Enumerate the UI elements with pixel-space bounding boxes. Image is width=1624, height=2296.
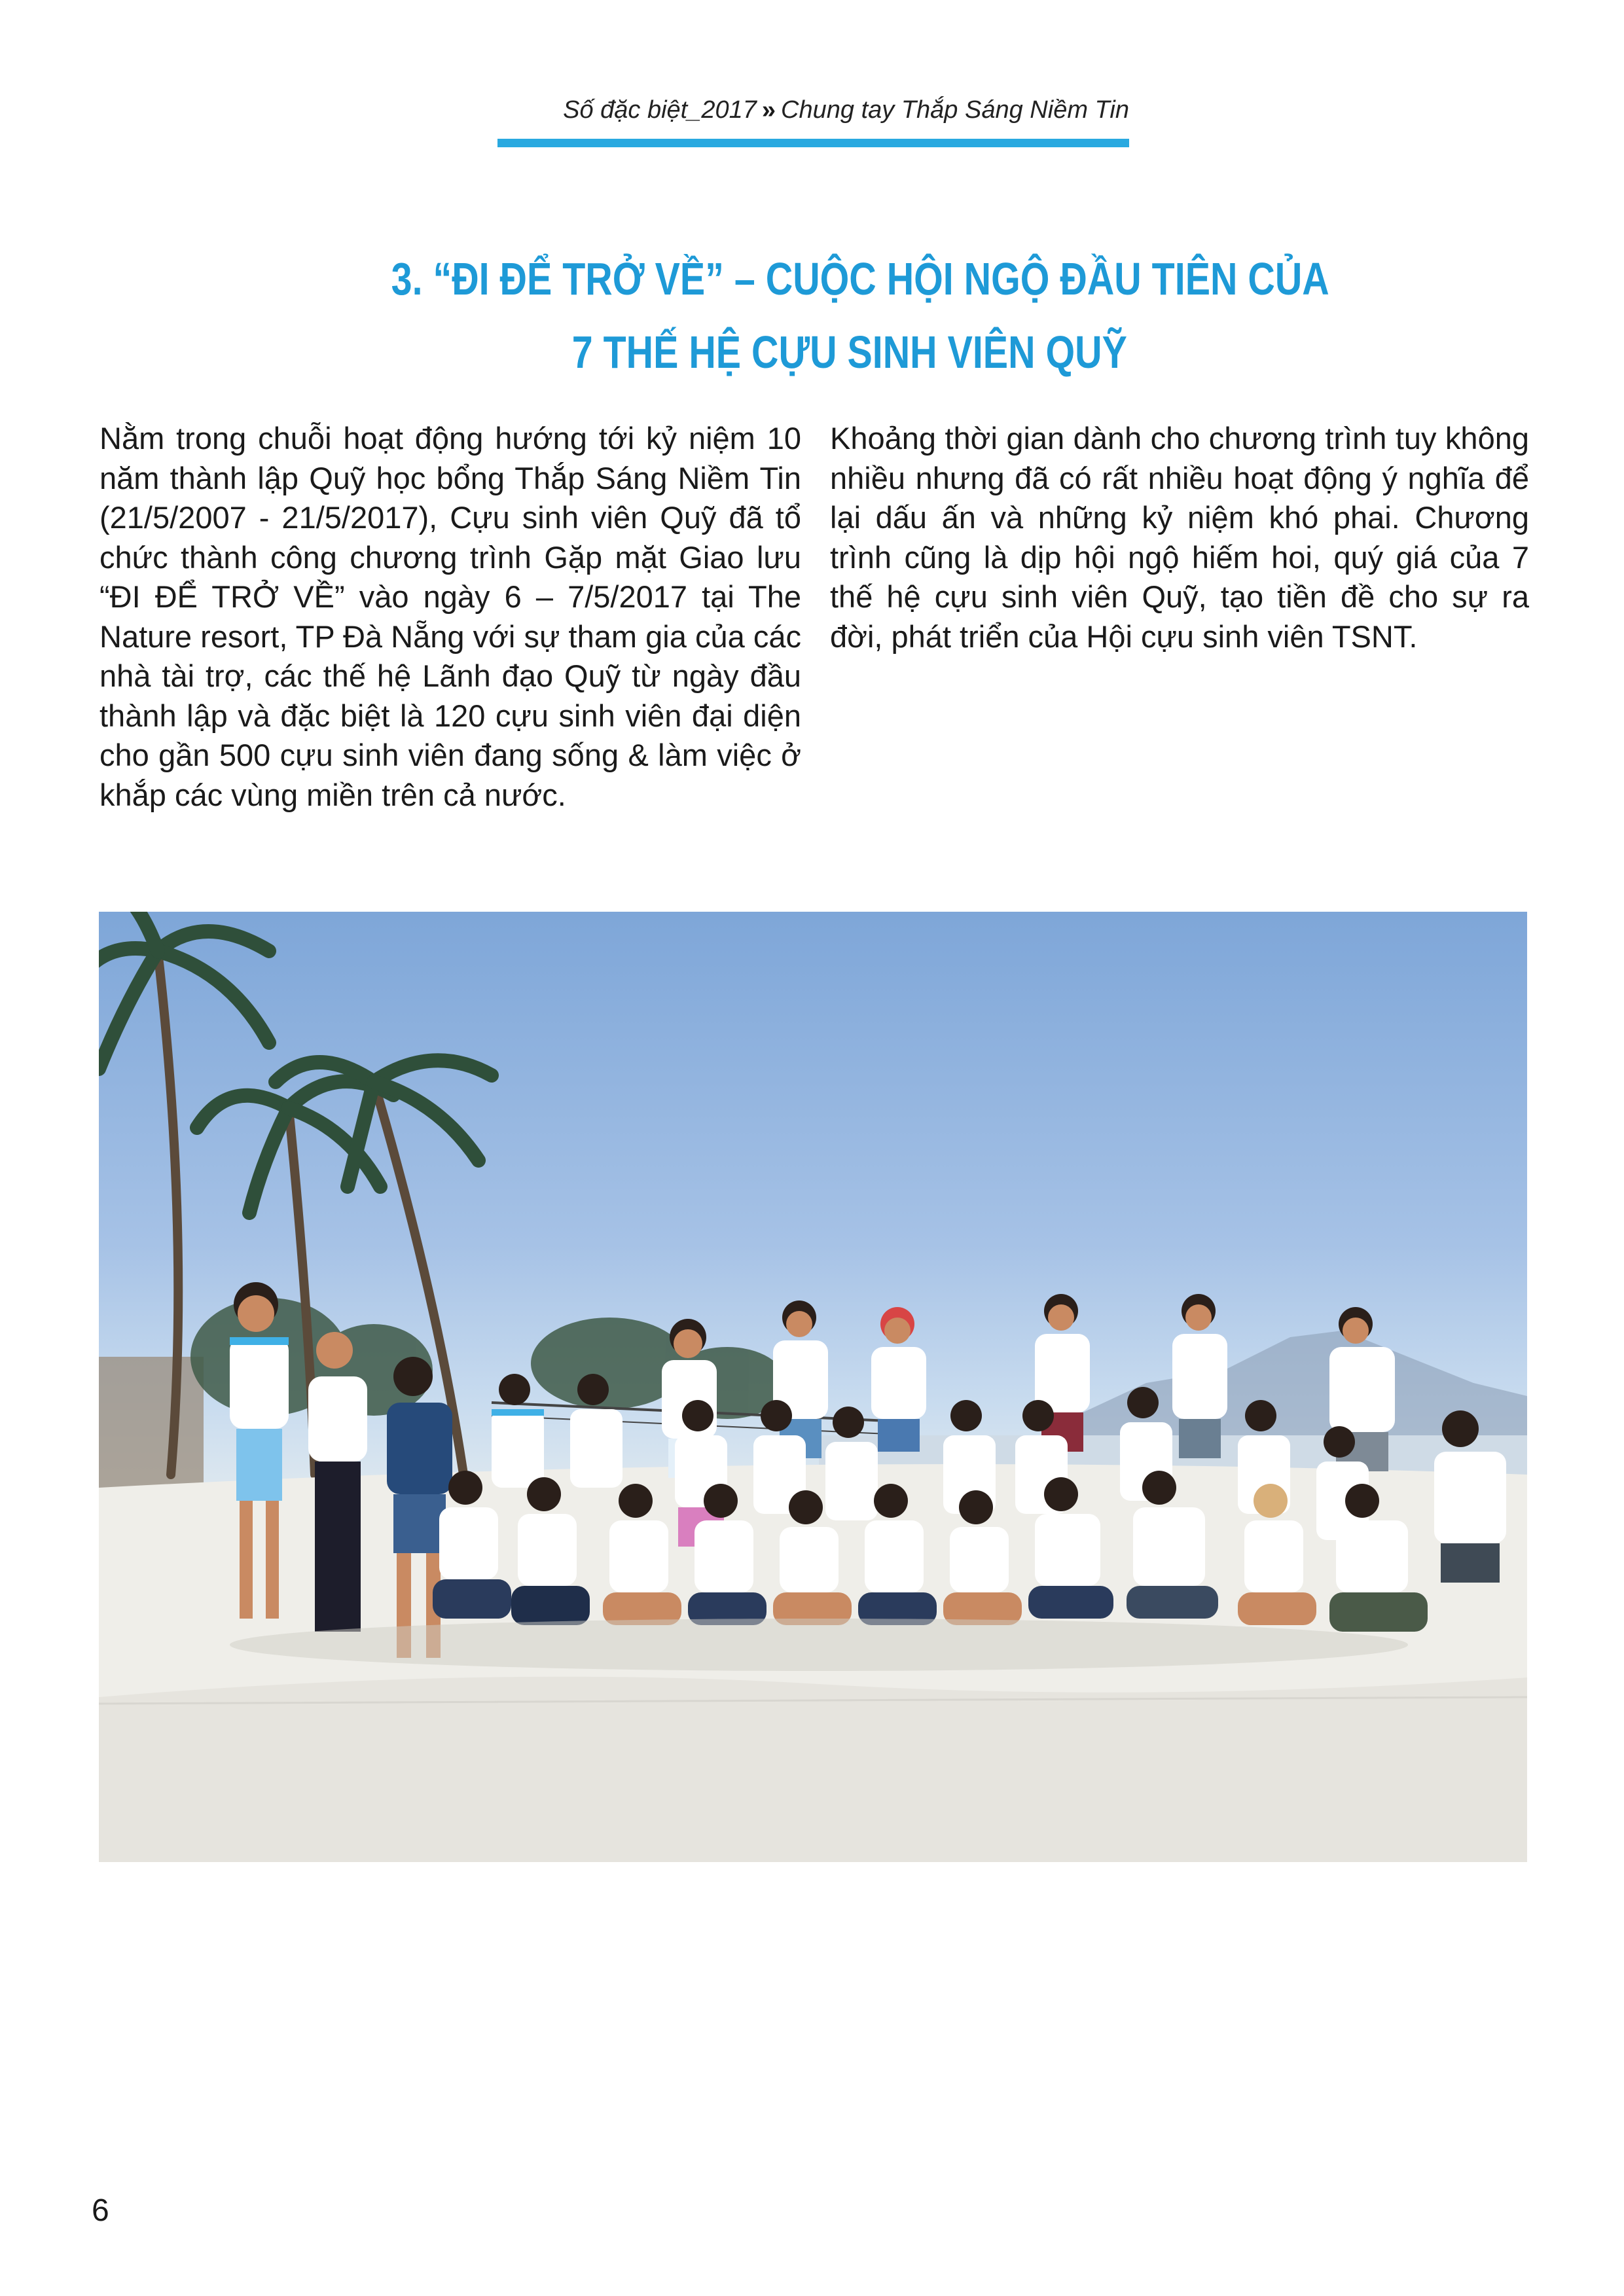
body-column-right: Khoảng thời gian dành cho chương trình tuy không nhiều nhưng đã có rất nhiều hoạt động ý nghĩa để lại dấu ấn và những kỷ niệm khó phai. Chương trình cũng là dịp hội ngộ hiếm hoi, quý giá của 7 thế hệ cựu sinh viên Quỹ, tạo tiền đề cho sự ra đời, phát triển của Hội cựu sinh viên TSNT. [830,421,1529,654]
running-header [497,84,1129,136]
chevron-right-icon: » [761,96,771,124]
publication-label: Chung tay Thắp Sáng Niềm Tin [781,96,1129,124]
group-photo-beach-icon [99,912,1527,1862]
group-photo [99,912,1527,1862]
header-rule [497,139,1129,147]
section-title-line-2: 7 THẾ HỆ CỰU SINH VIÊN QUỸ [571,327,1127,378]
body-column-left: Nằm trong chuỗi hoạt động hướng tới kỷ niệm 10 năm thành lập Quỹ học bổng Thắp Sáng Niềm Tin (21/5/2007 - 21/5/2017), Cựu sinh viên Quỹ đã tổ chức thành công chương trình Gặp mặt Giao lưu “ĐI ĐỂ TRỞ VỀ” vào ngày 6 – 7/5/2017 tại The Nature resort, TP Đà Nẵng với sự tham gia của các nhà tài trợ, các thế hệ Lãnh đạo Quỹ từ ngày đầu thành lập và đặc biệt là 120 cựu sinh viên đại diện cho gần 500 cựu sinh viên đang sống & làm việc ở khắp các vùng miền trên cả nước. [99,421,801,812]
issue-label: Số đặc biệt_2017 [563,96,757,124]
section-title [146,242,1477,389]
page-number: 6 [92,2193,109,2228]
section-title-line-1: 3. “ĐI ĐỂ TRỞ VỀ” – CUỘC HỘI NGỘ ĐẦU TIÊN CỦA [391,253,1329,304]
